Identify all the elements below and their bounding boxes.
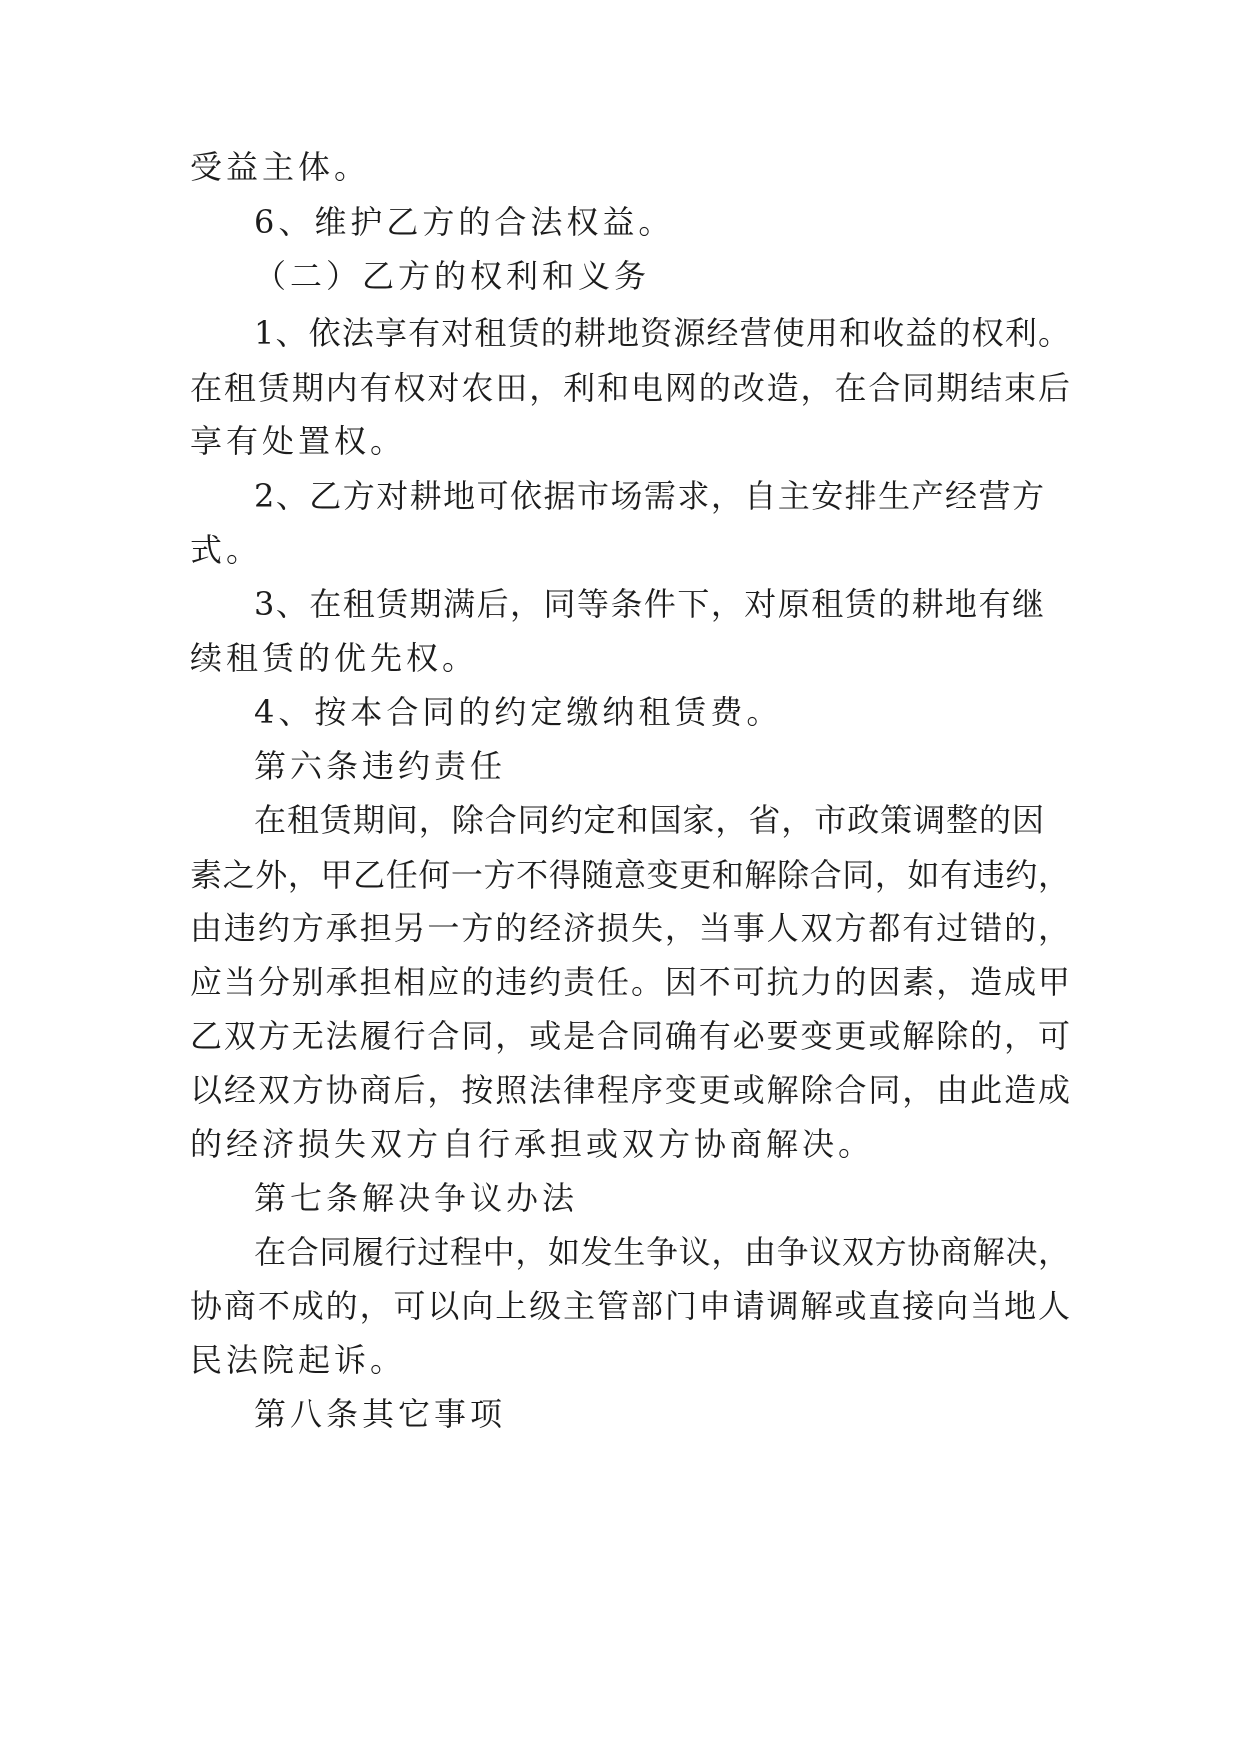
text-line: （二）乙方的权利和义务	[254, 257, 651, 295]
text-line: 在租赁期内有权对农田，利和电网的改造，在合同期结束后	[190, 369, 1070, 407]
text-line: 民法院起诉。	[190, 1341, 407, 1379]
text-line: 以经双方协商后，按照法律程序变更或解除合同，由此造成	[190, 1071, 1070, 1109]
section-heading: 第七条解决争议办法	[254, 1179, 579, 1217]
text-line: 3、在租赁期满后，同等条件下，对原租赁的耕地有继	[254, 585, 1044, 623]
text-line: 素之外，甲乙任何一方不得随意变更和解除合同，如有违约，	[190, 856, 1070, 894]
text-line: 协商不成的，可以向上级主管部门申请调解或直接向当地人	[190, 1287, 1070, 1325]
section-heading: 第八条其它事项	[254, 1395, 507, 1433]
section-heading: 第六条违约责任	[254, 747, 507, 785]
text-line: 4、按本合同的约定缴纳租赁费。	[254, 693, 783, 731]
text-line: 在合同履行过程中，如发生争议，由争议双方协商解决，	[254, 1233, 1070, 1271]
text-line: 续租赁的优先权。	[190, 639, 479, 677]
text-line: 1、依法享有对租赁的耕地资源经营使用和收益的权利。	[254, 314, 1070, 352]
text-line: 2、乙方对耕地可依据市场需求，自主安排生产经营方	[254, 477, 1044, 515]
text-line: 享有处置权。	[190, 422, 407, 460]
text-line: 的经济损失双方自行承担或双方协商解决。	[190, 1125, 875, 1163]
text-line: 式。	[190, 531, 263, 569]
text-line: 应当分别承担相应的违约责任。因不可抗力的因素，造成甲	[190, 963, 1070, 1001]
text-line: 6、维护乙方的合法权益。	[254, 203, 675, 241]
text-line: 在租赁期间，除合同约定和国家，省，市政策调整的因	[254, 801, 1044, 839]
text-line: 由违约方承担另一方的经济损失，当事人双方都有过错的，	[190, 909, 1070, 947]
text-line: 受益主体。	[190, 148, 371, 186]
text-line: 乙双方无法履行合同，或是合同确有必要变更或解除的，可	[190, 1017, 1070, 1055]
